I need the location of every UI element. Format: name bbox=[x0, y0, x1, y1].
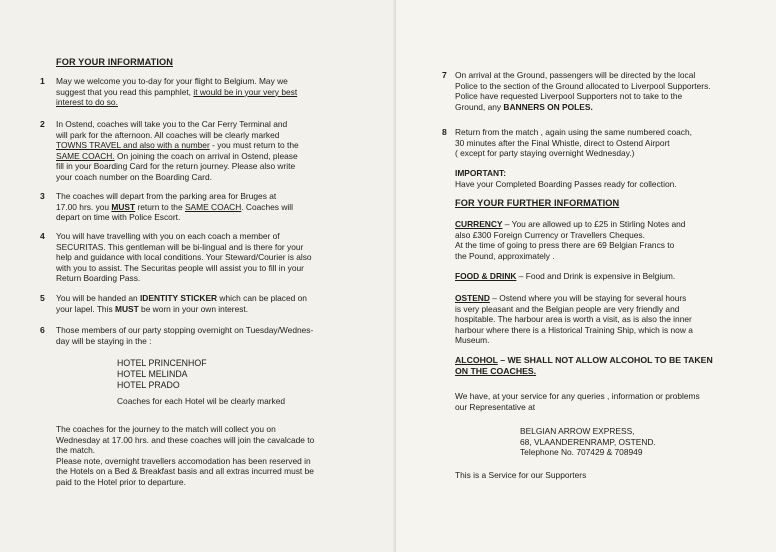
address-line: BELGIAN ARROW EXPRESS, bbox=[520, 426, 635, 436]
item-7-line: On arrival at the Ground, passengers will be directed by the local bbox=[455, 70, 696, 80]
alcohol-section: ALCOHOL – WE SHALL NOT ALLOW ALCOHOL TO BE TAKEN ON THE COACHES. bbox=[455, 355, 713, 376]
item-4-line: SECURITAS. This gentleman will be bi-lingual and is there for your bbox=[56, 241, 304, 252]
item-7-line: Police have requested Liverpool Supporters not to take to the bbox=[455, 91, 683, 102]
item-number-7: 7 bbox=[442, 70, 447, 80]
alcohol-line: ON THE COACHES. bbox=[455, 365, 537, 376]
item-number-5: 5 bbox=[40, 293, 45, 303]
item-number-8: 8 bbox=[442, 127, 447, 137]
item-4-line: with you to assist. The Securitas people will assist you to fill in your bbox=[56, 262, 304, 273]
hotel-name: HOTEL MELINDA bbox=[117, 369, 188, 379]
important-label: IMPORTANT: bbox=[455, 168, 507, 178]
item-5-line: your lapel. This MUST be worn in your own interest. bbox=[56, 303, 249, 314]
item-2-line: TOWNS TRAVEL and also with a number - you must return to the bbox=[56, 140, 299, 151]
closing-line: the match. bbox=[56, 445, 96, 456]
hotel-name: HOTEL PRINCENHOF bbox=[117, 358, 207, 368]
closing-line: paid to the Hotel prior to departure. bbox=[56, 476, 186, 487]
item-6-line: Those members of our party stopping overnight on Tuesday/Wednes- bbox=[56, 325, 314, 335]
for-your-information-heading: FOR YOUR INFORMATION bbox=[56, 57, 174, 67]
important-text: Have your Completed Boarding Passes ready for collection. bbox=[455, 178, 677, 189]
item-3-line: depart on time with Police Escort. bbox=[56, 212, 181, 223]
address-line: Telephone No. 707429 & 708949 bbox=[520, 447, 643, 458]
item-1-line: May we welcome you to-day for your flight to Belgium. May we bbox=[56, 76, 288, 86]
ostend-line: OSTEND – Ostend where you will be staying for several hours bbox=[455, 293, 687, 303]
item-8-line: Return from the match , again using the same numbered coach, bbox=[455, 127, 692, 137]
item-7-line: Police to the section of the Ground allocated to Liverpool Supporters. bbox=[455, 80, 711, 91]
currency-section bbox=[455, 219, 685, 261]
ostend-label: OSTEND bbox=[455, 293, 490, 303]
item-2-line: SAME COACH. On joining the coach on arrival in Ostend, please bbox=[56, 150, 298, 161]
currency-line: the Pound, approximately . bbox=[455, 250, 555, 261]
currency-line: At the time of going to press there are 69 Belgian Francs to bbox=[455, 240, 675, 251]
item-2-line: fill in your Boarding Card for the return journey. Please also write bbox=[56, 161, 296, 172]
item-2-line: In Ostend, coaches will take you to the Car Ferry Terminal and bbox=[56, 119, 288, 129]
item-3-line: The coaches will depart from the parking area for Bruges at bbox=[56, 191, 277, 201]
item-number-1: 1 bbox=[40, 76, 45, 86]
item-4-line: You will have travelling with you on each coach a member of bbox=[56, 231, 280, 241]
item-3-line: 17.00 hrs. you MUST return to the SAME COACH. Coaches will bbox=[56, 201, 293, 212]
currency-line: also £300 Foreign Currency or Travellers Cheques. bbox=[455, 229, 645, 240]
hotel-name: HOTEL PRADO bbox=[117, 380, 180, 390]
item-5 bbox=[56, 293, 307, 314]
service-paragraph bbox=[455, 391, 700, 412]
item-5-line: You will be handed an IDENTITY STICKER which can be placed on bbox=[56, 293, 307, 303]
closing-line: The coaches for the journey to the match will collect you on bbox=[56, 424, 276, 434]
item-2-line: will park for the afternoon. All coaches will be clearly marked bbox=[56, 129, 280, 140]
address-line: 68, VLAANDERENRAMP, OSTEND. bbox=[520, 436, 656, 447]
further-information-heading: FOR YOUR FURTHER INFORMATION bbox=[455, 198, 620, 208]
item-number-2: 2 bbox=[40, 119, 45, 129]
item-number-4: 4 bbox=[40, 231, 45, 241]
alcohol-label: ALCOHOL bbox=[455, 355, 498, 365]
right-page bbox=[396, 0, 776, 552]
item-2 bbox=[56, 119, 299, 183]
item-8-line: ( except for party staying overnight Wednesday.) bbox=[455, 148, 635, 159]
representative-address bbox=[520, 426, 656, 458]
item-7 bbox=[455, 70, 711, 112]
ostend-line: hospitable. The harbour area is worth a visit, as is also the inner bbox=[455, 314, 692, 325]
ostend-line: Museum. bbox=[455, 335, 490, 346]
food-drink-section: FOOD & DRINK – Food and Drink is expensive in Belgium. bbox=[455, 271, 676, 281]
ostend-line: harbour where there is a Historical Training Ship, which is now a bbox=[455, 324, 693, 335]
item-1-line: interest to do so. bbox=[56, 97, 118, 108]
item-6 bbox=[56, 325, 313, 346]
hotel-list bbox=[117, 358, 207, 391]
item-number-3: 3 bbox=[40, 191, 45, 201]
closing-line: the Hotels on a Bed & Breakfast basis and all extras incurred must be bbox=[56, 466, 314, 477]
item-1-line: suggest that you read this pamphlet, it would be in your very best bbox=[56, 86, 298, 97]
service-footer: This is a Service for our Supporters bbox=[455, 470, 587, 480]
item-8-line: 30 minutes after the Final Whistle, direct to Ostend Airport bbox=[455, 137, 670, 148]
service-line: We have, at your service for any queries , information or problems bbox=[455, 391, 700, 401]
closing-line: Please note, overnight travellers accomodation has been reserved in bbox=[56, 455, 311, 466]
item-1-underlined: it would be in your very best bbox=[193, 86, 298, 97]
ostend-line: is very pleasant and the Belgian people are very friendly and bbox=[455, 303, 680, 314]
item-7-line: Ground, any BANNERS ON POLES. bbox=[455, 101, 593, 112]
closing-paragraph bbox=[56, 424, 314, 488]
item-4 bbox=[56, 231, 312, 284]
item-6-line: day will be staying in the : bbox=[56, 335, 152, 346]
item-number-6: 6 bbox=[40, 325, 45, 335]
currency-line: CURRENCY – You are allowed up to £25 in Stirling Notes and bbox=[455, 219, 686, 229]
item-4-line: help and guidance with local conditions. Your Steward/Courier is also bbox=[56, 252, 312, 263]
item-2-line: your coach number on the Boarding Card. bbox=[56, 171, 212, 182]
food-drink-label: FOOD & DRINK bbox=[455, 271, 517, 281]
item-1 bbox=[56, 76, 297, 108]
ostend-section bbox=[455, 293, 693, 346]
hotel-note: Coaches for each Hotel wil be clearly marked bbox=[117, 396, 286, 406]
item-3 bbox=[56, 191, 293, 223]
important-notice bbox=[455, 168, 677, 189]
closing-line: Wednesday at 17.00 hrs. and these coaches will join the cavalcade to bbox=[56, 434, 315, 445]
item-8 bbox=[455, 127, 692, 159]
item-4-line: Return Boarding Pass. bbox=[56, 273, 141, 284]
currency-label: CURRENCY bbox=[455, 219, 503, 229]
service-line: our Representative at bbox=[455, 401, 536, 412]
